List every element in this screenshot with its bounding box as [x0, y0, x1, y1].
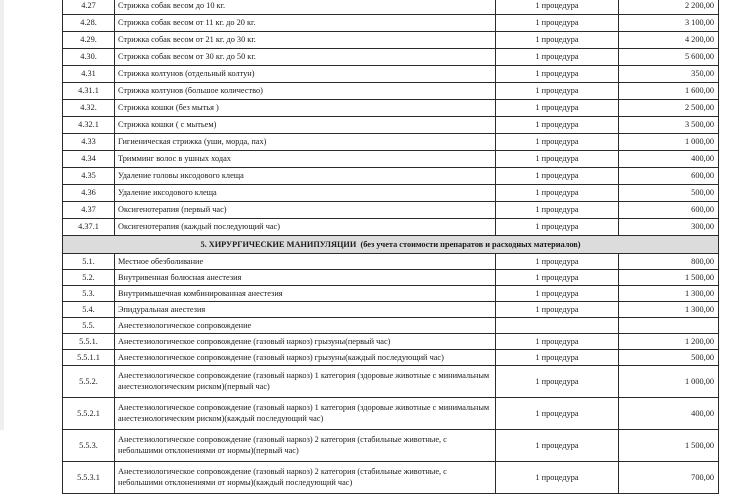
unit: 1 процедура	[496, 334, 619, 350]
row-number: 5.5.3.	[63, 430, 115, 462]
table-row	[63, 117, 719, 134]
row-number: 4.30.	[63, 49, 115, 66]
unit: 1 процедура	[496, 202, 619, 219]
row-number: 4.31.1	[63, 83, 115, 100]
row-number: 5.4.	[63, 302, 115, 318]
service-name: Анестезиологическое сопровождение (газовый наркоз) 1 категория (здоровые животные с минимальным анестезиологическим риском)(первый час)	[115, 366, 496, 398]
unit	[496, 318, 619, 334]
service-name: Удаление иксодового клеща	[115, 185, 496, 202]
row-number: 5.5.1.	[63, 334, 115, 350]
service-name: Анестезиологическое сопровождение (газовый наркоз) 1 категория (здоровые животные с минимальным анестезиологическим риском)(каждый последующий час)	[115, 398, 496, 430]
table-row	[63, 0, 719, 15]
price: 1 200,00	[619, 334, 719, 350]
service-name: Внутривенная болюсная анестезия	[115, 270, 496, 286]
table-row	[63, 151, 719, 168]
price: 1 500,00	[619, 270, 719, 286]
table-row	[63, 286, 719, 302]
table-row	[63, 32, 719, 49]
unit: 1 процедура	[496, 254, 619, 270]
unit: 1 процедура	[496, 0, 619, 15]
table-row	[63, 430, 719, 462]
unit: 1 процедура	[496, 151, 619, 168]
unit: 1 процедура	[496, 350, 619, 366]
price: 5 600,00	[619, 49, 719, 66]
table-row	[63, 100, 719, 117]
unit: 1 процедура	[496, 168, 619, 185]
table-row	[63, 350, 719, 366]
price: 1 000,00	[619, 134, 719, 151]
row-number: 5.5.2.1	[63, 398, 115, 430]
service-name: Анестезиологическое сопровождение (газовый наркоз) 2 категория (стабильные животные, с небольшими отклонениями от нормы)(каждый последующий час)	[115, 462, 496, 494]
price: 3 500,00	[619, 117, 719, 134]
unit: 1 процедура	[496, 462, 619, 494]
row-number: 5.2.	[63, 270, 115, 286]
service-name: Анестезиологическое сопровождение (газовый наркоз) грызуны(каждый последующий час)	[115, 350, 496, 366]
price: 3 100,00	[619, 15, 719, 32]
service-name: Анестезиологическое сопровождение (газовый наркоз) грызуны(первый час)	[115, 334, 496, 350]
table-row	[63, 398, 719, 430]
price: 300,00	[619, 219, 719, 236]
price: 2 200,00	[619, 0, 719, 15]
price: 800,00	[619, 254, 719, 270]
unit: 1 процедура	[496, 185, 619, 202]
unit: 1 процедура	[496, 302, 619, 318]
table-row	[63, 270, 719, 286]
table-row	[63, 202, 719, 219]
service-name: Стрижка колтунов (большое количество)	[115, 83, 496, 100]
price: 500,00	[619, 185, 719, 202]
service-name: Внутримышечная комбинированная анестезия	[115, 286, 496, 302]
service-name: Анестезиологическое сопровождение	[115, 318, 496, 334]
section-header	[63, 236, 719, 254]
service-name: Оксигенотерапия (первый час)	[115, 202, 496, 219]
price: 1 000,00	[619, 366, 719, 398]
row-number: 4.27	[63, 0, 115, 15]
service-name: Стрижка кошки ( с мытьем)	[115, 117, 496, 134]
price: 1 300,00	[619, 286, 719, 302]
service-name: Эпидуральная анестезия	[115, 302, 496, 318]
price: 500,00	[619, 350, 719, 366]
section-note: (без учета стоимости препаратов и расходных материалов)	[360, 239, 581, 249]
table-row	[63, 219, 719, 236]
row-number: 4.28.	[63, 15, 115, 32]
row-number: 4.37	[63, 202, 115, 219]
price: 4 200,00	[619, 32, 719, 49]
table-row	[63, 168, 719, 185]
unit: 1 процедура	[496, 66, 619, 83]
row-number: 5.1.	[63, 254, 115, 270]
row-number: 4.32.1	[63, 117, 115, 134]
table-row	[63, 462, 719, 494]
unit: 1 процедура	[496, 15, 619, 32]
row-number: 4.29.	[63, 32, 115, 49]
unit: 1 процедура	[496, 49, 619, 66]
table-row	[63, 254, 719, 270]
unit: 1 процедура	[496, 32, 619, 49]
service-name: Анестезиологическое сопровождение (газовый наркоз) 2 категория (стабильные животные, с небольшими отклонениями от нормы)(первый час)	[115, 430, 496, 462]
row-number: 4.33	[63, 134, 115, 151]
row-number: 4.31	[63, 66, 115, 83]
price	[619, 318, 719, 334]
service-name: Удаление головы иксодового клеща	[115, 168, 496, 185]
table-row	[63, 318, 719, 334]
table-row	[63, 185, 719, 202]
row-number: 5.3.	[63, 286, 115, 302]
row-number: 5.5.1.1	[63, 350, 115, 366]
service-name: Оксигенотерапия (каждый последующий час)	[115, 219, 496, 236]
row-number: 5.5.2.	[63, 366, 115, 398]
price: 2 500,00	[619, 100, 719, 117]
table-row	[63, 15, 719, 32]
price: 600,00	[619, 202, 719, 219]
table-row	[63, 366, 719, 398]
unit: 1 процедура	[496, 398, 619, 430]
table-row	[63, 66, 719, 83]
service-name: Гигиеническая стрижка (уши, морда, пах)	[115, 134, 496, 151]
table-row	[63, 134, 719, 151]
service-name: Стрижка кошки (без мытья )	[115, 100, 496, 117]
table-row	[63, 49, 719, 66]
service-name: Стрижка собак весом от 30 кг. до 50 кг.	[115, 49, 496, 66]
unit: 1 процедура	[496, 83, 619, 100]
price: 400,00	[619, 398, 719, 430]
table-row	[63, 83, 719, 100]
unit: 1 процедура	[496, 286, 619, 302]
price: 1 500,00	[619, 430, 719, 462]
unit: 1 процедура	[496, 100, 619, 117]
service-name: Стрижка собак весом от 11 кг. до 20 кг.	[115, 15, 496, 32]
service-name: Местное обезболивание	[115, 254, 496, 270]
row-number: 4.32.	[63, 100, 115, 117]
service-name: Стрижка собак весом до 10 кг.	[115, 0, 496, 15]
row-number: 4.37.1	[63, 219, 115, 236]
price: 700,00	[619, 462, 719, 494]
section-title-cell	[63, 236, 719, 254]
price: 350,00	[619, 66, 719, 83]
price: 600,00	[619, 168, 719, 185]
row-number: 4.34	[63, 151, 115, 168]
unit: 1 процедура	[496, 134, 619, 151]
service-name: Стрижка собак весом от 21 кг. до 30 кг.	[115, 32, 496, 49]
price: 1 300,00	[619, 302, 719, 318]
service-name: Стрижка колтунов (отдельный колтун)	[115, 66, 496, 83]
price: 400,00	[619, 151, 719, 168]
row-number: 5.5.3.1	[63, 462, 115, 494]
unit: 1 процедура	[496, 366, 619, 398]
row-number: 5.5.	[63, 318, 115, 334]
row-number: 4.36	[63, 185, 115, 202]
price-list-table	[62, 0, 719, 494]
service-name: Тримминг волос в ушных ходах	[115, 151, 496, 168]
table-row	[63, 334, 719, 350]
unit: 1 процедура	[496, 117, 619, 134]
unit: 1 процедура	[496, 430, 619, 462]
scan-edge	[0, 0, 4, 430]
unit: 1 процедура	[496, 219, 619, 236]
price: 1 600,00	[619, 83, 719, 100]
table-row	[63, 302, 719, 318]
row-number: 4.35	[63, 168, 115, 185]
unit: 1 процедура	[496, 270, 619, 286]
section-title: 5. ХИРУРГИЧЕСКИЕ МАНИПУЛЯЦИИ	[200, 239, 357, 249]
